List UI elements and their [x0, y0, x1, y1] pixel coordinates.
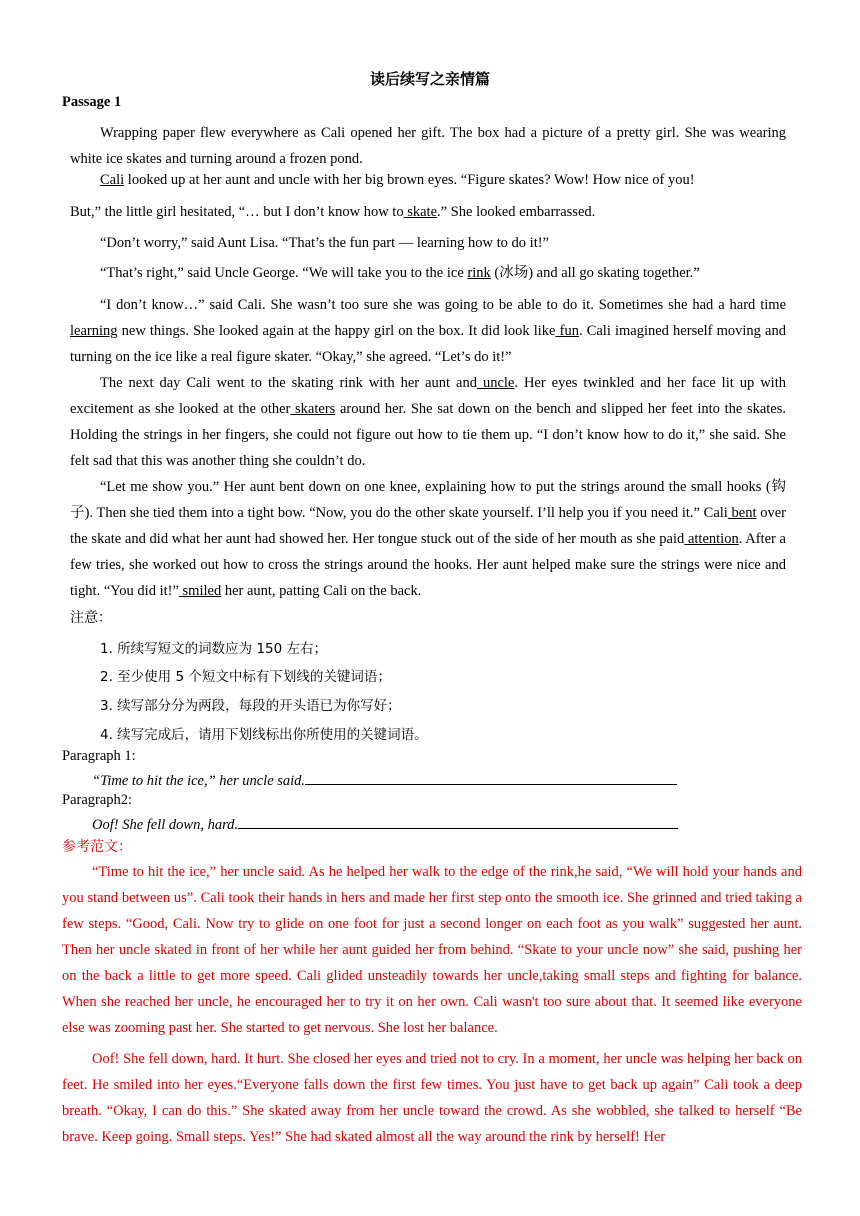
answer-blank-2[interactable]	[238, 814, 678, 829]
paragraph-2-label: Paragraph2:	[62, 792, 133, 808]
passage-label: Passage 1	[62, 94, 122, 110]
paragraph-6: “I don’t know…” said Cali. She wasn’t too sure she was going to be able to do it. Sometimes she had a hard time learning new things. She looked again at the happy girl on the box. It did look like fun. Cali imagined herself moving and turning on the ice like a real figure skater. “Okay,” she agreed. “Let’s do it!”	[70, 297, 786, 365]
paragraph-8: “Let me show you.” Her aunt bent down on one knee, explaining how to put the strings around the small hooks (钩子). Then she tied them into a tight bow. “Now, you do the other skate yourself. I’ll help you if you need it.” Cali bent over the skate and did what her aunt had showed her. Her tongue stuck out of the side of her mouth as she paid attention. After a few tries, she worked out how to cross the strings around the hooks. Her aunt helped make sure the strings were nice and tight. “You did it!” smiled her aunt, patting Cali on the back.	[70, 479, 787, 599]
reference-heading: 参考范文：	[62, 839, 132, 855]
paragraph-1-starter: “Time to hit the ice,” her uncle said.	[92, 770, 677, 790]
paragraph-2-starter: Oof! She fell down, hard.	[92, 814, 678, 834]
keyword-bent: bent	[727, 505, 757, 521]
keyword-uncle: uncle	[476, 375, 515, 391]
keyword-smiled: smiled	[178, 583, 222, 599]
keyword-fun: fun	[555, 323, 579, 339]
paragraph-7: The next day Cali went to the skating rink with her aunt and uncle. Her eyes twinkled and her face lit up with excitement as she looked at the other skaters around her. She sat down on the bench and slipped her feet into the skates. Holding the strings in her fingers, she could not figure out how to tie them up. “I don’t know how to do it,” she said. She felt sad that this was another thing she couldn’t do.	[70, 375, 787, 469]
note-item: 1. 所续写短文的词数应为 150 左右；	[100, 641, 328, 657]
paragraph-1: Wrapping paper flew everywhere as Cali opened her gift. The box had a picture of a pretty girl. She was wearing white ice skates and turning around a frozen pond.	[70, 125, 786, 167]
keyword-learning: learning	[70, 323, 118, 339]
keyword-attention: attention	[684, 531, 739, 547]
reference-paragraph-2: Oof! She fell down, hard. It hurt. She closed her eyes and tried not to cry. In a moment, her uncle was helping her back on feet. He smiled into her eyes.“Everyone falls down the first few times. You just have to get back up again” Cali took a deep breath. “Okay, I can do this.” She skated away from her uncle toward the crowd. As she wobbled, she talked to herself “Be brave. Keep going. Small steps. Yes!” She had skated almost all the way around the rink by herself! Her	[62, 1051, 802, 1145]
paragraph-4: “Don’t worry,” said Aunt Lisa. “That’s the fun part — learning how to do it!”	[100, 235, 549, 251]
page-title: 读后续写之亲情篇	[369, 70, 490, 88]
note-item: 2. 至少使用 5 个短文中标有下划线的关键词语；	[100, 669, 391, 685]
notes-heading: 注意：	[70, 610, 112, 626]
keyword-skaters: skaters	[290, 401, 336, 417]
note-item: 4. 续写完成后，请用下划线标出你所使用的关键词语。	[100, 727, 428, 743]
paragraph-5: “That’s right,” said Uncle George. “We will take you to the ice rink (冰场) and all go skating together.”	[100, 265, 700, 281]
keyword-skate: skate	[403, 204, 438, 220]
keyword-rink: rink	[467, 265, 491, 281]
paragraph-2: Cali looked up at her aunt and uncle with her big brown eyes. “Figure skates? Wow! How nice of you!	[100, 172, 695, 188]
keyword-cali: Cali	[100, 172, 125, 188]
reference-paragraph-1: “Time to hit the ice,” her uncle said. As he helped her walk to the edge of the rink,he said, “We will hold your hands and you stand between us”. Cali took their hands in hers and made her first step onto the smooth ice. She grinned and tried taking a few steps. “Good, Cali. Now try to glide on one foot for just a second longer on each foot as you walk” suggested her aunt. Then her uncle skated in front of her while her aunt guided her from behind. “Skate to your uncle now” she said, pushing her on the back a little to get more speed. Cali glided unsteadily towards her uncle,taking small steps and fighting for balance. When she reached her uncle, he encouraged her to try it on her own. Cali wasn't too sure about that. It seemed like everyone else was zooming past her. She started to get nervous. She lost her balance.	[62, 864, 802, 1036]
paragraph-1-label: Paragraph 1:	[62, 748, 136, 764]
note-item: 3. 续写部分分为两段，每段的开头语已为你写好；	[100, 698, 401, 714]
answer-blank-1[interactable]	[305, 770, 677, 785]
paragraph-3: But,” the little girl hesitated, “… but I don’t know how to skate.” She looked embarrassed.	[70, 204, 596, 220]
